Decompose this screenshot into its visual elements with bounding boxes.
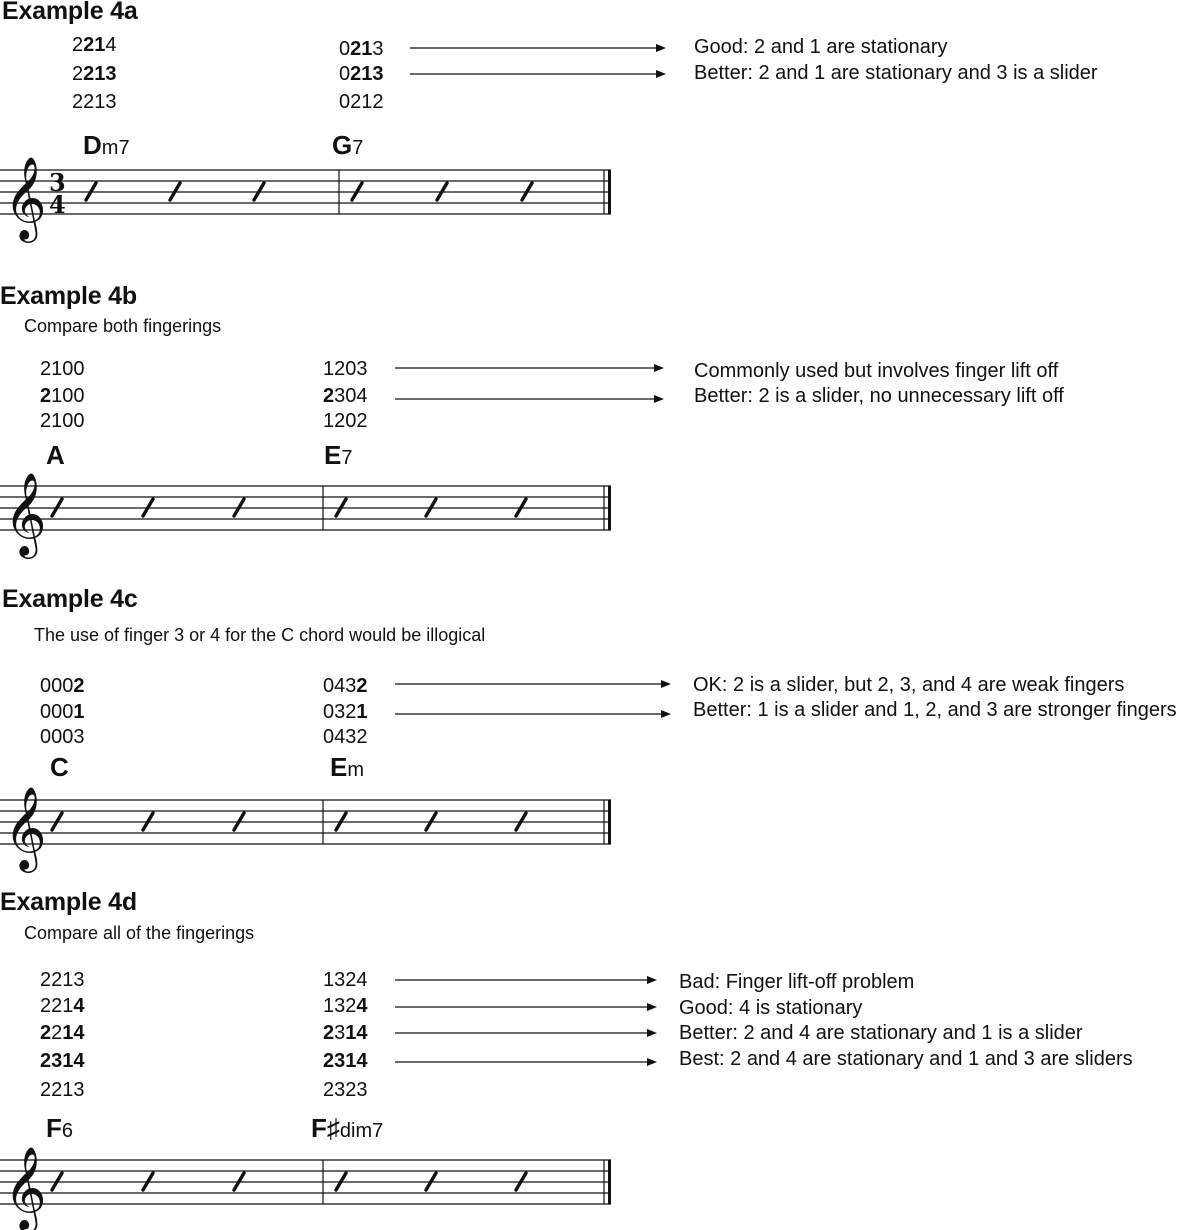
fingering-4c-col1-row3: 0003 — [40, 726, 85, 748]
example-4d-subtitle: Compare all of the fingerings — [24, 923, 255, 943]
arrow-4c-1 — [393, 679, 678, 689]
note-4d-1: Bad: Finger lift-off problem — [679, 971, 915, 993]
fingering-4d-col2-row1: 1324 — [323, 969, 368, 991]
fingering-4b-col2-row2: 2304 — [323, 385, 368, 407]
fingering-4d-col2-row3: 2314 — [323, 1022, 368, 1044]
arrow-4b-1 — [393, 363, 673, 373]
fingering-4a-col2-row2: 0213 — [339, 63, 384, 85]
example-4d-title: Example 4d — [0, 888, 137, 916]
fingering-4a-col1-row3: 2213 — [72, 91, 117, 113]
note-4b-2: Better: 2 is a slider, no unnecessary lift off — [694, 385, 1064, 407]
arrow-4d-1 — [393, 975, 663, 985]
chord-symbol-4d-1: F6 — [46, 1113, 74, 1143]
fingering-4c-col1-row2: 0001 — [40, 701, 85, 723]
fingering-4d-col1-row4: 2314 — [40, 1050, 85, 1072]
fingering-4d-col1-row3: 2214 — [40, 1022, 85, 1044]
treble-clef-icon: 𝄞 — [4, 471, 47, 555]
example-4a-title: Example 4a — [2, 0, 138, 25]
note-4d-3: Better: 2 and 4 are stationary and 1 is a slider — [679, 1022, 1083, 1044]
treble-clef-icon: 𝄞 — [4, 155, 47, 239]
note-4c-1: OK: 2 is a slider, but 2, 3, and 4 are weak fingers — [693, 674, 1125, 696]
fingering-4a-col2-row3: 0212 — [339, 91, 384, 113]
fingering-4d-col2-row2: 1324 — [323, 995, 368, 1017]
fingering-4b-col1-row1: 2100 — [40, 358, 85, 380]
fingering-4d-col1-row5: 2213 — [40, 1079, 85, 1101]
fingering-4c-col2-row2: 0321 — [323, 701, 368, 723]
example-4b-title: Example 4b — [0, 282, 137, 310]
note-4c-2: Better: 1 is a slider and 1, 2, and 3 are stronger fingers — [693, 699, 1177, 721]
chord-symbol-4d-2: F♯dim7 — [311, 1113, 384, 1143]
fingering-4d-col2-row5: 2323 — [323, 1079, 368, 1101]
example-4c-title: Example 4c — [2, 585, 138, 613]
chord-symbol-4a-2: G7 — [332, 130, 364, 160]
staff-4b — [0, 466, 614, 556]
fingering-4b-col1-row3: 2100 — [40, 410, 85, 432]
chord-symbol-4c-1: C — [50, 752, 69, 782]
staff-4d — [0, 1140, 614, 1230]
arrow-4d-2 — [393, 1002, 663, 1012]
arrow-4d-3 — [393, 1028, 663, 1038]
note-4a-1: Good: 2 and 1 are stationary — [694, 36, 948, 58]
note-4d-2: Good: 4 is stationary — [679, 997, 863, 1019]
chord-symbol-4b-2: E7 — [324, 440, 353, 470]
chord-symbol-4a-1: Dm7 — [83, 130, 130, 160]
arrow-4c-2 — [393, 709, 678, 719]
fingering-4d-col2-row4: 2314 — [323, 1050, 368, 1072]
fingering-4b-col2-row1: 1203 — [323, 358, 368, 380]
time-signature-bottom: 4 — [49, 190, 66, 219]
note-4b-1: Commonly used but involves finger lift off — [694, 360, 1059, 382]
fingering-4c-col1-row1: 0002 — [40, 675, 85, 697]
fingering-4a-col2-row1: 0213 — [339, 38, 384, 60]
chord-symbol-4c-2: Em — [330, 752, 365, 782]
fingering-4d-col1-row2: 2214 — [40, 995, 85, 1017]
fingering-4b-col2-row3: 1202 — [323, 410, 368, 432]
fingering-4a-col1-row1: 2214 — [72, 34, 117, 56]
arrow-4a-2 — [408, 69, 668, 79]
staff-4a — [0, 150, 614, 240]
arrow-4b-2 — [393, 394, 673, 404]
treble-clef-icon: 𝄞 — [4, 1145, 47, 1229]
note-4d-4: Best: 2 and 4 are stationary and 1 and 3 are sliders — [679, 1048, 1133, 1070]
fingering-4a-col1-row2: 2213 — [72, 63, 117, 85]
staff-4c — [0, 780, 614, 870]
fingering-4d-col1-row1: 2213 — [40, 969, 85, 991]
treble-clef-icon: 𝄞 — [4, 785, 47, 869]
example-4c-subtitle: The use of finger 3 or 4 for the C chord would be illogical — [34, 625, 486, 645]
arrow-4a-1 — [408, 43, 668, 53]
arrow-4d-4 — [393, 1057, 663, 1067]
fingering-4b-col1-row2: 2100 — [40, 385, 85, 407]
example-4b-subtitle: Compare both fingerings — [24, 316, 222, 336]
chord-symbol-4b-1: A — [46, 440, 65, 470]
fingering-4c-col2-row3: 0432 — [323, 726, 368, 748]
note-4a-2: Better: 2 and 1 are stationary and 3 is a slider — [694, 62, 1098, 84]
fingering-4c-col2-row1: 0432 — [323, 675, 368, 697]
time-signature-top: 3 — [49, 168, 66, 197]
